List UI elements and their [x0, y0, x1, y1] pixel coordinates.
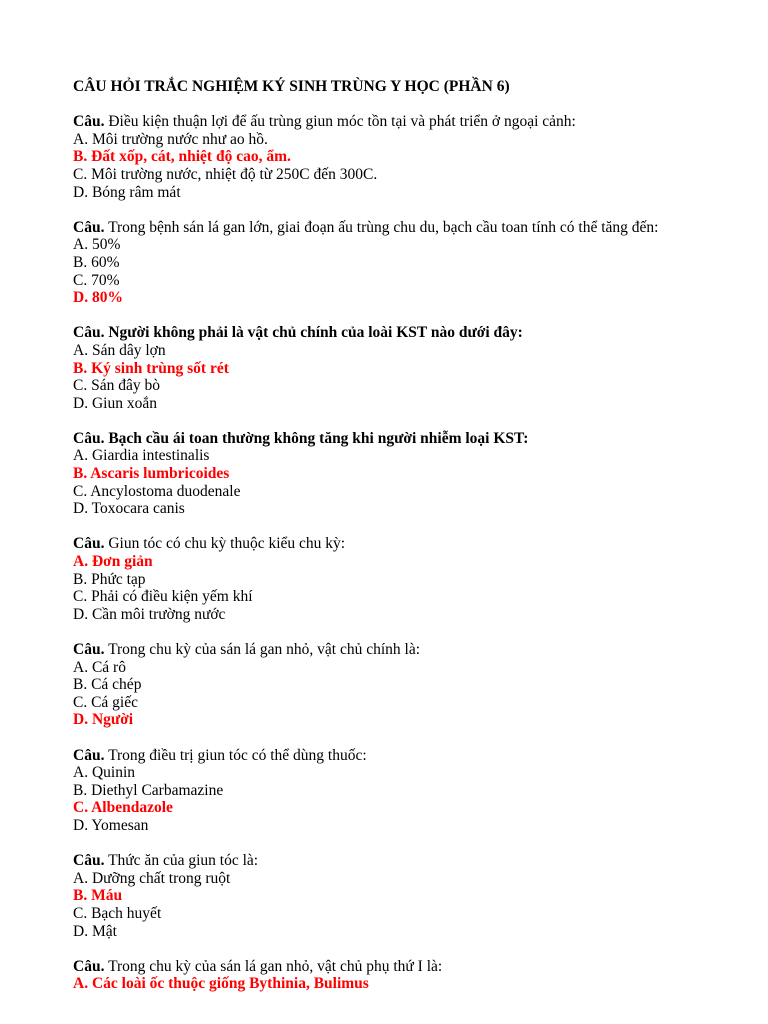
- answer-option: D. Yomesan: [73, 816, 149, 834]
- answer-option: A. Giardia intestinalis: [73, 447, 210, 465]
- answer-option-correct: A. Các loài ốc thuộc giống Bythinia, Bulimus: [73, 975, 369, 993]
- answer-option: A. 50%: [73, 236, 121, 254]
- question-line: [73, 430, 733, 448]
- answer-option: B. Phức tạp: [73, 570, 146, 588]
- question-block: [73, 747, 733, 835]
- question-text: Giun tóc có chu kỳ thuộc kiểu chu kỳ:: [108, 535, 346, 553]
- answer-option: A. Sán dây lợn: [73, 341, 166, 359]
- question-text: Trong chu kỳ của sán lá gan nhỏ, vật chủ phụ thứ I là:: [108, 957, 443, 975]
- answer-option-correct: B. Ký sinh trùng sốt rét: [73, 359, 229, 377]
- question-text: Trong bệnh sán lá gan lớn, giai đoạn ấu trùng chu du, bạch cầu toan tính có thể tăng đến:: [108, 218, 659, 236]
- answer-option: A. Dưỡng chất trong ruột: [73, 869, 231, 887]
- answer-option: C. Cá giếc: [73, 693, 138, 711]
- question-prefix: Câu.: [73, 218, 105, 236]
- answer-option: D. Cần môi trường nước: [73, 605, 226, 623]
- question-line: [73, 113, 733, 131]
- question-text: Thức ăn của giun tóc là:: [108, 852, 259, 870]
- answer-option-correct: D. Người: [73, 711, 134, 729]
- answer-option: D. Toxocara canis: [73, 500, 185, 518]
- question-block: [73, 535, 733, 623]
- question-prefix: Câu.: [73, 324, 105, 342]
- question-line: [73, 535, 733, 553]
- answer-option: A. Cá rô: [73, 658, 126, 676]
- question-block: [73, 113, 733, 201]
- answer-option: C. Môi trường nước, nhiệt độ từ 250C đến 300C.: [73, 165, 378, 183]
- question-block: [73, 641, 733, 729]
- question-text: Trong điều trị giun tóc có thể dùng thuốc:: [108, 746, 367, 764]
- answer-option: D. Giun xoắn: [73, 394, 157, 412]
- question-block: [73, 852, 733, 940]
- answer-option-correct: B. Máu: [73, 887, 123, 905]
- question-prefix: Câu.: [73, 429, 105, 447]
- question-text: Bạch cầu ái toan thường không tăng khi người nhiễm loại KST:: [108, 429, 529, 447]
- question-block: [73, 958, 733, 993]
- answer-option: C. 70%: [73, 271, 120, 289]
- document-title: CÂU HỎI TRẮC NGHIỆM KÝ SINH TRÙNG Y HỌC (PHẦN 6): [73, 78, 510, 95]
- answer-option: A. Môi trường nước như ao hồ.: [73, 130, 268, 148]
- answer-option: B. 60%: [73, 253, 120, 271]
- question-prefix: Câu.: [73, 113, 105, 131]
- answer-option: D. Mật: [73, 922, 117, 940]
- question-prefix: Câu.: [73, 852, 105, 870]
- answer-option: C. Phải có điều kiện yếm khí: [73, 588, 253, 606]
- answer-option-correct: B. Đất xốp, cát, nhiệt độ cao, ẩm.: [73, 148, 291, 166]
- answer-option-correct: C. Albendazole: [73, 799, 173, 817]
- answer-option: C. Ancylostoma duodenale: [73, 482, 241, 500]
- question-prefix: Câu.: [73, 535, 105, 553]
- question-prefix: Câu.: [73, 641, 105, 658]
- document-page: [73, 78, 733, 1010]
- question-block: [73, 324, 733, 412]
- answer-option-correct: A. Đơn giản: [73, 553, 153, 571]
- question-line: [73, 641, 733, 659]
- question-prefix: Câu.: [73, 746, 105, 764]
- question-text: Điều kiện thuận lợi để ấu trùng giun móc tồn tại và phát triển ở ngoại cảnh:: [108, 113, 576, 131]
- question-text: Người không phải là vật chủ chính của loài KST nào dưới đây:: [108, 324, 523, 342]
- answer-option: B. Cá chép: [73, 676, 142, 694]
- question-line: [73, 852, 733, 870]
- answer-option: B. Diethyl Carbamazine: [73, 781, 224, 799]
- answer-option-correct: D. 80%: [73, 289, 123, 307]
- question-block: [73, 430, 733, 518]
- answer-option-correct: B. Ascaris lumbricoides: [73, 465, 230, 483]
- question-line: [73, 958, 733, 976]
- question-text: Trong chu kỳ của sán lá gan nhỏ, vật chủ chính là:: [108, 641, 421, 658]
- answer-option: D. Bóng râm mát: [73, 183, 181, 201]
- question-list: [73, 113, 733, 993]
- answer-option: C. Bạch huyết: [73, 904, 162, 922]
- question-block: [73, 219, 733, 307]
- answer-option: C. Sán đây bò: [73, 377, 160, 395]
- question-line: [73, 747, 733, 765]
- answer-option: A. Quinin: [73, 764, 135, 782]
- question-line: [73, 324, 733, 342]
- question-line: [73, 219, 733, 237]
- question-prefix: Câu.: [73, 957, 105, 975]
